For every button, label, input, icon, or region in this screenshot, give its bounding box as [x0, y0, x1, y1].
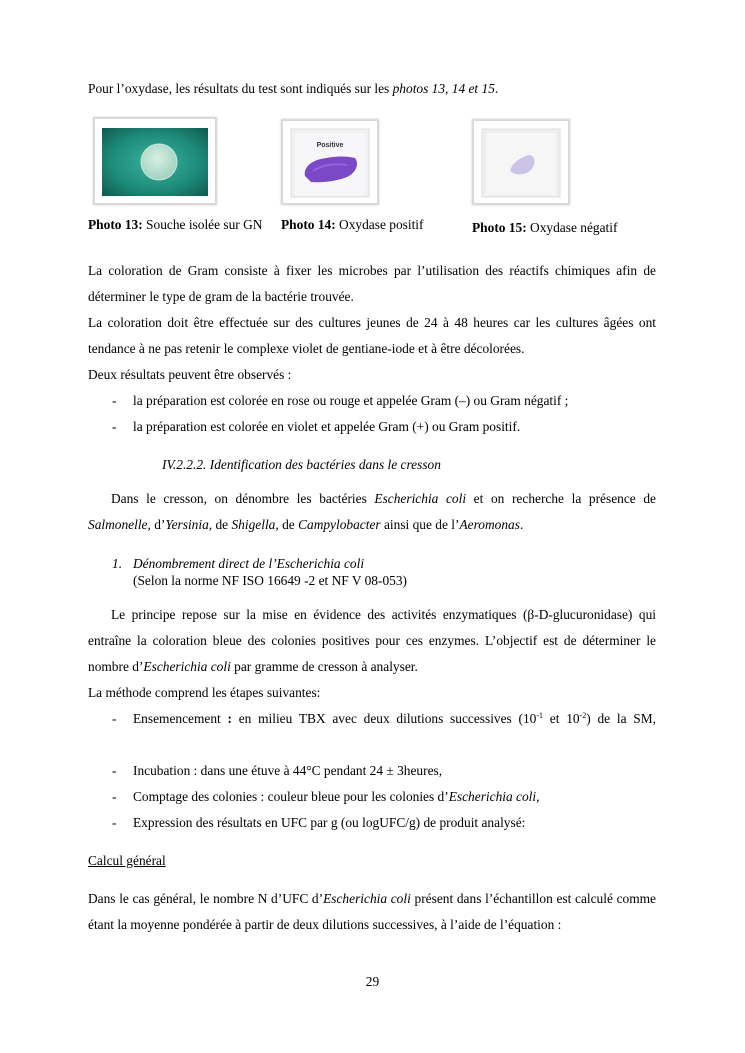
oxidase-positive-strip-image — [283, 121, 377, 203]
photo-13 — [94, 118, 216, 204]
document-page: Pour l’oxydase, les résultats du test sont indiqués sur les photos 13, 14 et 15. Positive Photo 13: Souche isolée sur GN Photo 14: Oxydase positif Photo 15: Oxydase négatif La coloration de Gram consiste à fixer les microbes par l’utilisation des réactifs chimiques afin de déterminer le type de gram de la bactérie trouvée. La coloration doit être effectuée sur des cultures jeunes de 24 à 48 heures car les cultures âgées ont tendance à ne pas retenir le complexe violet de gentiane-iode et à être décolorées. Deux résultats peuvent être observés : - la préparation est colorée en rose ou rouge et appelée Gram (–) ou Gram négatif ; - la préparation est colorée en violet et appelée Gram (+) ou Gram positif. IV.2.2.2. Identification des bactéries dans le cresson Dans le cresson, on dénombre les bactéries Escherichia coli et on recherche la présence de Salmonelle, d’Yersinia, de Shigella, de Campylobacter ainsi que de l’Aeromonas. 1. Dénombrement direct de l’Escherichia coli (Selon la norme NF ISO 16649 -2 et NF V 08-053) Le principe repose sur la mise en évidence des activités enzymatiques (β-D-glucuronidase) qui entraîne la coloration bleue des colonies positives pour ces enzymes. L’objectif est de déterminer le nombre d’Escherichia coli par gramme de cresson à analyser. La méthode comprend les étapes suivantes: - Ensemencement : en milieu TBX avec deux dilutions successives ($10^{-1}$ et $10^{-2}$) de la SM, - Incubation : dans une étuve à 44°C pendant 24 ± 3heures, - Comptage des colonies : couleur bleue pour les colonies d’Escherichia coli, - Expression des résultats en UFC par g (ou logUFC/g) de produit analysé: Calcul général Dans le cas général, le nombre N d’UFC d’Escherichia coli présent dans l’échantillon est calculé comme étant la moyenne pondérée à partir de deux dilutions successives, à l’aide de l’équation : 29 — [0, 0, 745, 1053]
oxidase-intro: Pour l’oxydase, les résultats du test sont indiqués sur les photos 13, 14 et 15. — [88, 81, 499, 96]
gram-paragraph-1: La coloration de Gram consiste à fixer les microbes par l’utilisation des réactifs chimiques afin de déterminer le type de gram de la bactérie trouvée. — [88, 263, 656, 304]
oxidase-negative-strip-image — [474, 121, 568, 203]
photo-15-caption: Photo 15: Oxydase négatif — [472, 220, 618, 235]
photo-13-caption: Photo 13: Souche isolée sur GN — [88, 217, 263, 232]
gram-paragraph-2: La coloration doit être effectuée sur des cultures jeunes de 24 à 48 heures car les cultures âgées ont tendance à ne pas retenir le complexe violet de gentiane-iode et à être décolorées. — [88, 315, 656, 356]
petri-dish-image — [95, 119, 215, 203]
photo-15 — [473, 120, 569, 204]
page-number: 29 — [365, 974, 380, 989]
principe-paragraph: Le principe repose sur la mise en évidence des activités enzymatiques (β-D-glucuronidase) qui entraîne la coloration bleue des colonies positives pour ces enzymes. L’objectif est de déterminer le nombre d’Escherichia coli par gramme de cresson à analyser. — [88, 607, 656, 674]
numbered-heading: 1. — [112, 556, 123, 571]
gram-paragraph-3: Deux résultats peuvent être observés : — [88, 367, 292, 382]
cresson-paragraph: Dans le cresson, on dénombre les bactéries Escherichia coli et on recherche la présence de Salmonelle, d’Yersinia, de Shigella, de Campylobacter ainsi que de l’Aeromonas. — [88, 491, 656, 532]
strip-label: Positive — [316, 142, 344, 149]
photo-14 — [282, 120, 378, 204]
photo-14-caption: Photo 14: Oxydase positif — [281, 217, 424, 232]
numbered-heading-text: Dénombrement direct de l’Escherichia coli (Selon la norme NF ISO 16649 -2 et NF V 08-053) — [133, 556, 407, 588]
section-heading: IV.2.2.2. Identification des bactéries dans le cresson — [162, 457, 441, 472]
methode-line: La méthode comprend les étapes suivantes: — [88, 685, 321, 700]
calc-paragraph: Dans le cas général, le nombre N d’UFC d’Escherichia coli présent dans l’échantillon est calculé comme étant la moyenne pondérée à partir de deux dilutions successives, à l’aide de l’équation : — [88, 891, 657, 932]
calc-heading: Calcul général — [88, 853, 166, 868]
